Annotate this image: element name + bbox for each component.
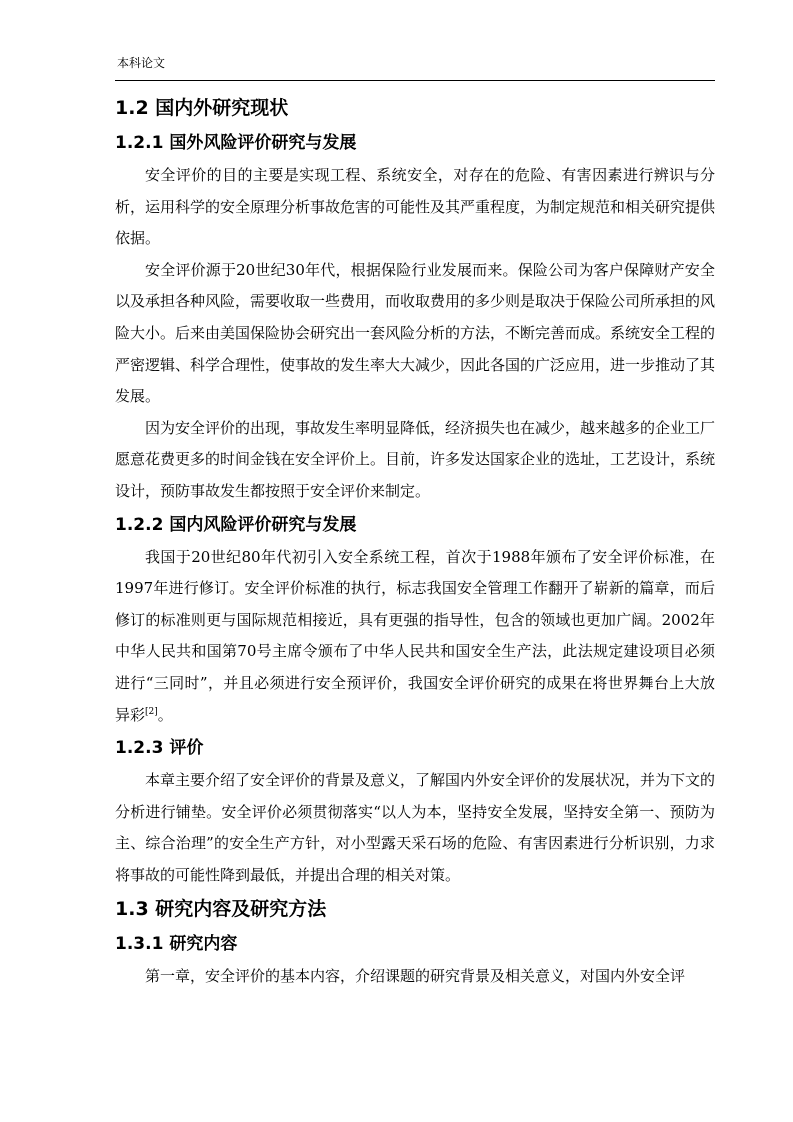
heading-1-3-1: 1.3.1 研究内容 (115, 934, 238, 955)
paragraph-end: 。 (157, 705, 173, 724)
citation-ref[interactable]: [2] (145, 706, 158, 717)
paragraph: 因为安全评价的出现，事故发生率明显降低，经济损失也在减少，越来越多的企业工厂愿意花费更多的时间金钱在安全评价上。目前，许多发达国家企业的选址，工艺设计，系统设计，预防事故发生都按照于安全评价来制定。 (115, 418, 716, 500)
heading-1-3: 1.3 研究内容及研究方法 (115, 898, 327, 921)
running-header: 本科论文 (117, 56, 166, 70)
heading-1-2-2: 1.2.2 国内风险评价研究与发展 (115, 514, 357, 535)
document-body (115, 90, 715, 993)
paragraph: 本章主要介绍了安全评价的背景及意义，了解国内外安全评价的发展状况，并为下文的分析进行铺垫。安全评价必须贯彻落实“以人为本，坚持安全发展，坚持安全第一、预防为主、综合治理”的安全生产方针，对小型露天采石场的危险、有害因素进行分析识别，力求将事故的可能性降到最低，并提出合理的相关对策。 (115, 771, 716, 884)
paragraph (115, 542, 715, 732)
paragraph: 第一章，安全评价的基本内容，介绍课题的研究背景及相关意义，对国内外安全评 (145, 967, 686, 986)
paragraph-text: 我国于20世纪80年代初引入安全系统工程，首次于1988年颁布了安全评价标准，在1997年进行修订。安全评价标准的执行，标志我国安全管理工作翻开了崭新的篇章，而后修订的标准则更与国际规范相接近，具有更强的指导性，包含的领域也更加广阔。2002年中华人民共和国第70号主席令颁布了中华人民共和国安全生产法，此法规定建设项目必须进行“三同时”，并且必须进行安全预评价，我国安全评价研究的成果在将世界舞台上大放异彩 (115, 547, 715, 724)
header-divider (115, 80, 715, 81)
paragraph: 安全评价源于20世纪30年代，根据保险行业发展而来。保险公司为客户保障财产安全以及承担各种风险，需要收取一些费用，而收取费用的多少则是取决于保险公司所承担的风险大小。后来由美国保险协会研究出一套风险分析的方法，不断完善而成。系统安全工程的严密逻辑、科学合理性，使事故的发生率大大减少，因此各国的广泛应用，进一步推动了其发展。 (115, 260, 716, 406)
paragraph: 安全评价的目的主要是实现工程、系统安全，对存在的危险、有害因素进行辨识与分析，运用科学的安全原理分析事故危害的可能性及其严重程度，为制定规范和相关研究提供依据。 (115, 166, 716, 248)
heading-1-2-1: 1.2.1 国外风险评价研究与发展 (115, 133, 357, 153)
heading-1-2-3: 1.2.3 评价 (115, 738, 204, 759)
heading-1-2: 1.2 国内外研究现状 (115, 97, 289, 119)
